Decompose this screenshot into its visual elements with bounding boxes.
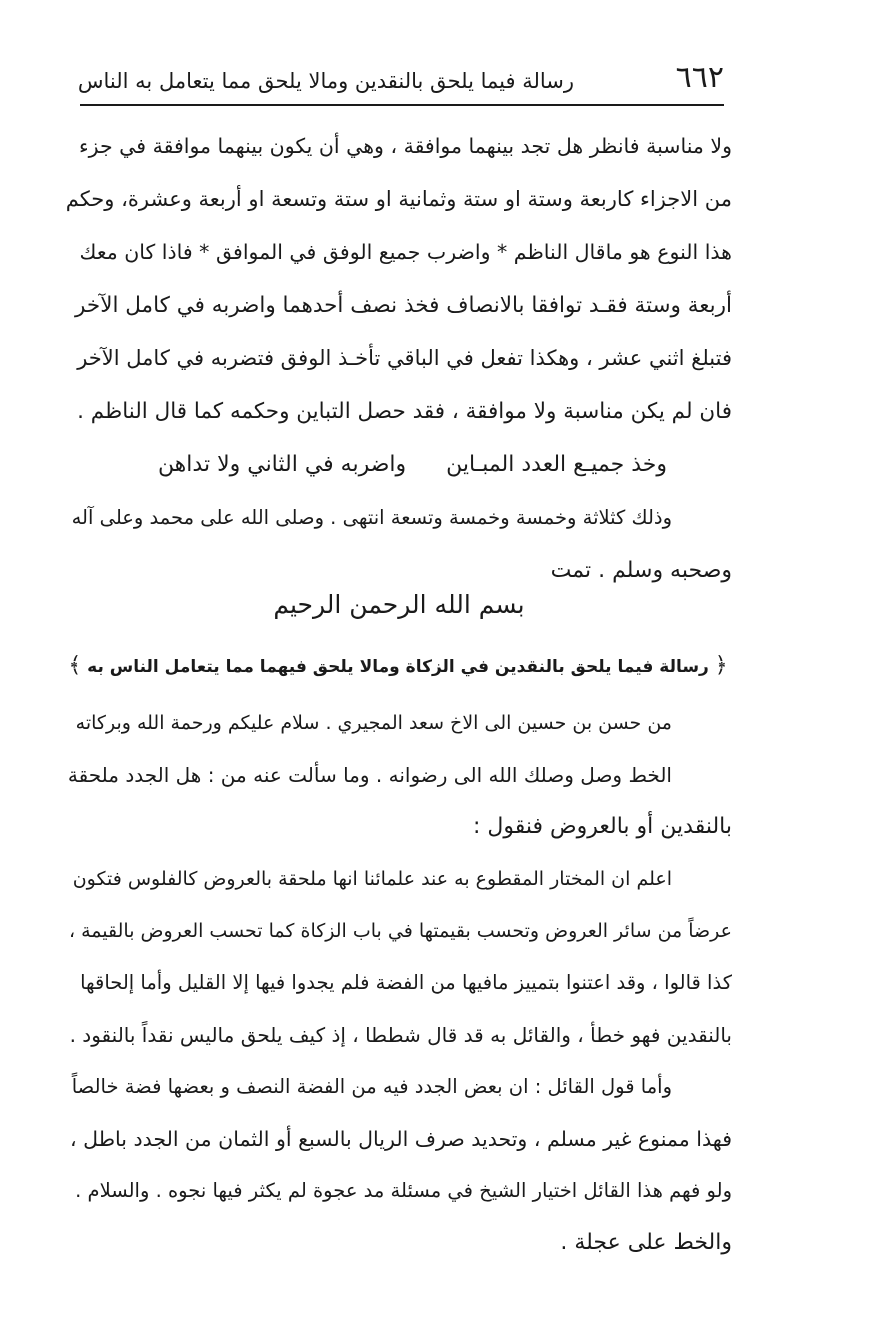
title-ornament-close: ﴾ <box>68 653 82 678</box>
text-line: هذا النوع هو ماقال الناظم * واضرب جميع الوفق في الموافق * فاذا كان معك <box>79 240 732 264</box>
text-line: من حسن بن حسين الى الاخ سعد المجيري . سلام عليكم ورحمة الله وبركاته <box>75 712 672 734</box>
text-line: اعلم ان المختار المقطوع به عند علمائنا انها ملحقة بالعروض كالفلوس فتكون <box>72 868 672 890</box>
header-rule <box>80 104 724 106</box>
treatise-title <box>60 643 736 690</box>
text-line: ولا مناسبة فانظر هل تجد بينهما موافقة ، وهي أن يكون بينهما موافقة في جزء <box>79 134 732 158</box>
page-number: ٦٦٢ <box>675 60 724 95</box>
text-line: فان لم يكن مناسبة ولا موافقة ، فقد حصل التباين وحكمه كما قال الناظم . <box>77 399 732 424</box>
text-line: وأما قول القائل : ان بعض الجدد فيه من الفضة النصف و بعضها فضة خالصاً <box>71 1075 672 1098</box>
basmala-heading: بسم الله الرحمن الرحيم <box>273 590 525 619</box>
title-ornament-open: ﴿ <box>714 653 728 678</box>
verse-hemistich-2: واضربه في الثاني ولا تداهن <box>157 452 407 477</box>
text-line: والخط على عجلة . <box>560 1230 732 1255</box>
text-line: ولو فهم هذا القائل اختيار الشيخ في مسئلة مد عجوة لم يكثر فيها نجوه . والسلام . <box>75 1179 732 1202</box>
section-1-text <box>66 120 732 597</box>
text-line: بالنقدين أو بالعروض فنقول : <box>473 814 732 839</box>
text-line: عرضاً من سائر العروض وتحسب بقيمتها في باب الزكاة كما تحسب العروض بالقيمة ، <box>68 920 732 942</box>
verse-hemistich-1: وخذ جميـع العدد المبـاين <box>446 452 667 477</box>
treatise-title-text: رسالة فيما يلحق بالنقدين في الزكاة ومالا يلحق فيهما مما يتعامل الناس به <box>87 657 709 677</box>
text-line: وذلك كثلاثة وخمسة وخمسة وتسعة انتهى . وصلى الله على محمد وعلى آله <box>71 506 672 529</box>
text-line: وصحبه وسلم . تمت <box>550 558 732 583</box>
text-line: من الاجزاء كاربعة وستة او ستة وثمانية او ستة وتسعة او أربعة وعشرة، وحكم <box>66 187 732 211</box>
running-title: رسالة فيما يلحق بالنقدين ومالا يلحق مما يتعامل به الناس <box>77 69 574 93</box>
text-line: الخط وصل وصلك الله الى رضوانه . وما سألت عنه من : هل الجدد ملحقة <box>67 763 672 787</box>
text-line: كذا قالوا ، وقد اعتنوا بتمييز مافيها من الفضة فلم يجدوا فيها إلا القليل وأما إلحاقها <box>80 971 732 994</box>
text-line: فتبلغ اثني عشر ، وهكذا تفعل في الباقي تأخـذ الوفق فتضربه في كامل الآخر <box>77 346 732 370</box>
verse-line <box>66 438 732 491</box>
text-line: أربعة وستة فقـد توافقا بالانصاف فخذ نصف أحدهما واضربه في كامل الآخر <box>75 293 732 318</box>
section-2-text <box>66 697 732 1269</box>
text-line: فهذا ممنوع غير مسلم ، وتحديد صرف الريال بالسبع أو الثمان من الجدد باطل ، <box>70 1127 732 1151</box>
text-line: بالنقدين فهو خطأ ، والقائل به قد قال شططا ، إذ كيف يلحق ماليس نقداً بالنقود . <box>69 1023 732 1047</box>
page-header <box>77 58 724 100</box>
